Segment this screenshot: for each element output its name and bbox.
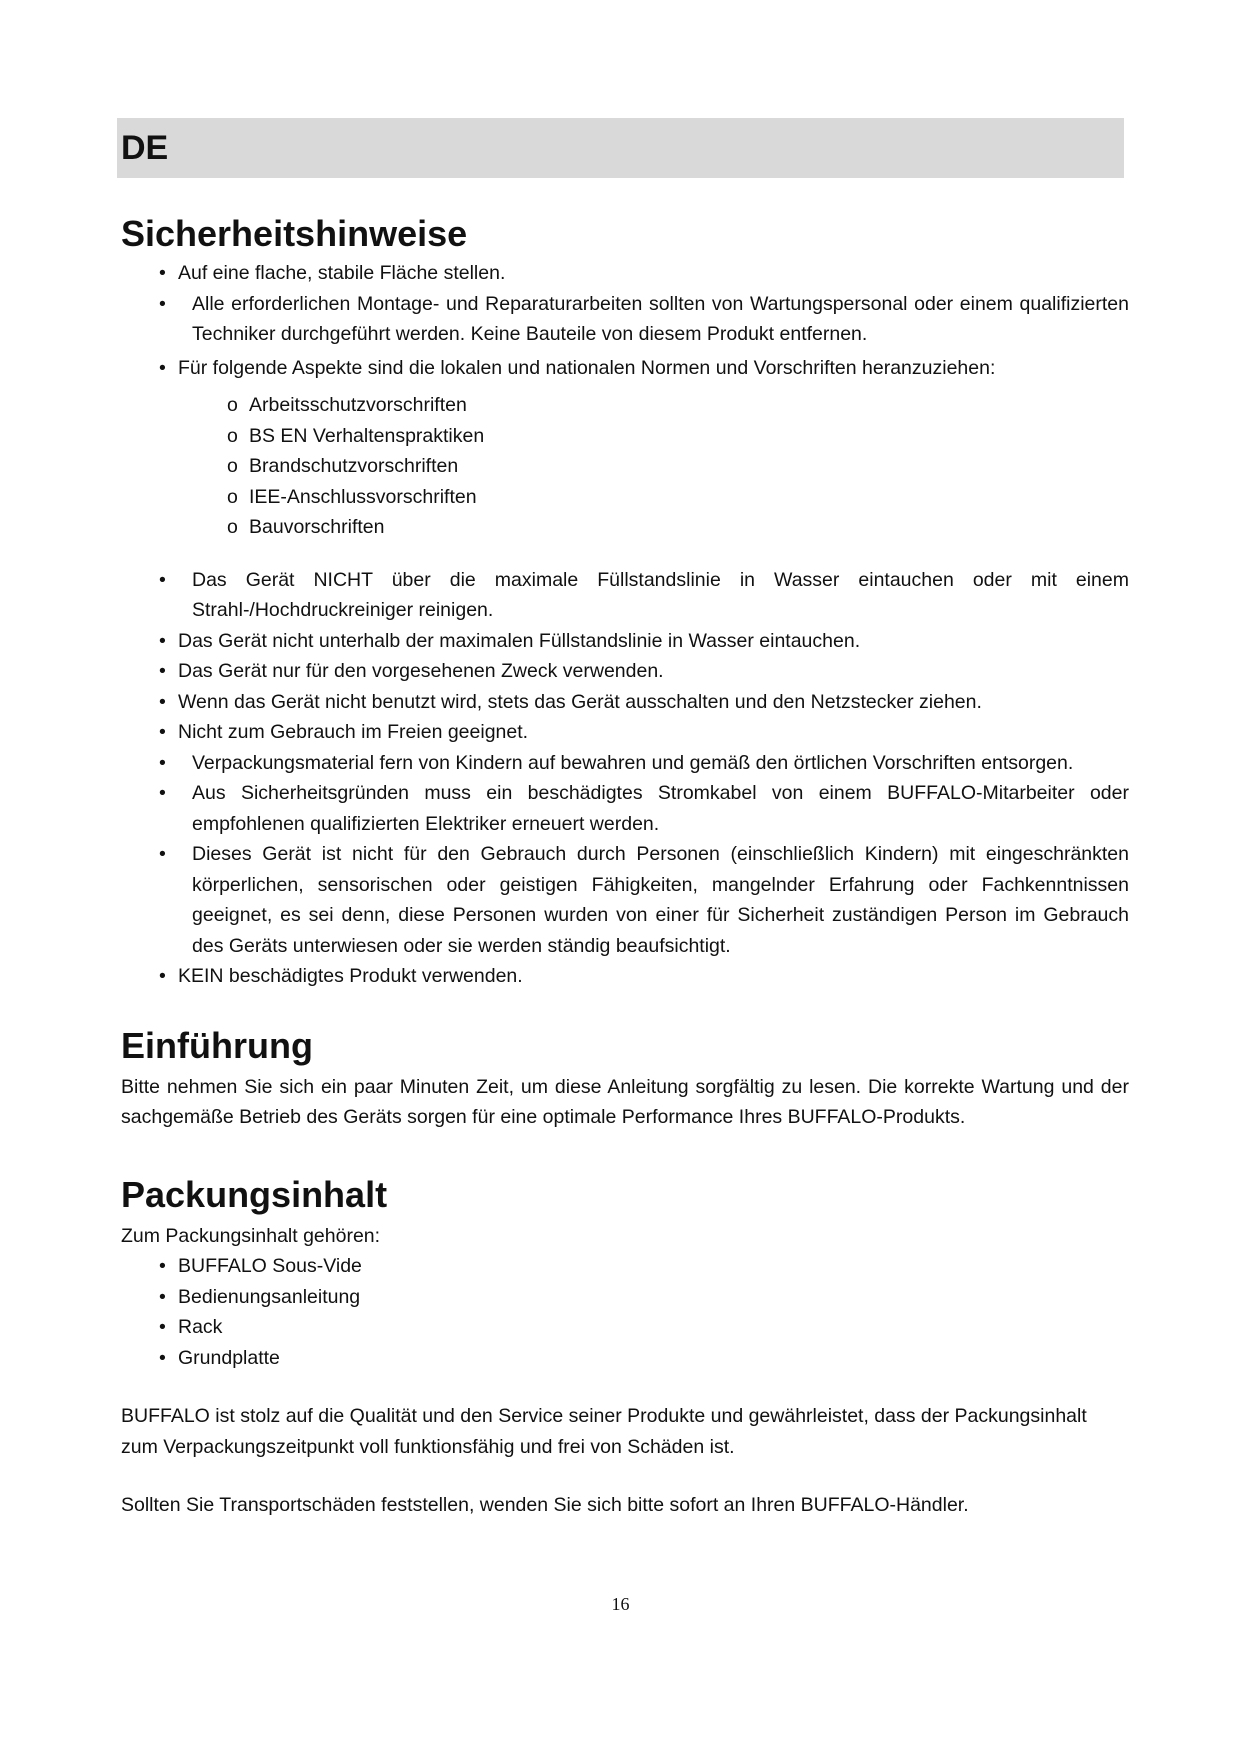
intro-title: Einführung (121, 1024, 313, 1066)
safety-list (121, 258, 1129, 992)
contents-item: • Rack (121, 1312, 1129, 1343)
damage-note: Sollten Sie Transportschäden feststellen, wenden Sie sich bitte sofort an Ihren BUFFALO-Händler. (121, 1494, 969, 1516)
quality-promise: BUFFALO ist stolz auf die Qualität und den Service seiner Produkte und gewährleistet, dass der Packungsinhalt zum Verpackungszeitpunkt voll funktionsfähig und frei von Schäden ist. (121, 1405, 1087, 1458)
safety-item: • Das Gerät NICHT über die maximale Füllstandslinie in Wasser eintauchen oder mit einem Strahl-/Hochdruckreiniger reinigen. (121, 565, 1129, 626)
contents-title: Packungsinhalt (121, 1173, 388, 1215)
safety-item: • Dieses Gerät ist nicht für den Gebrauch durch Personen (einschließlich Kindern) mit eingeschränkten körperlichen, sensorischen oder geistigen Fähigkeiten, mangelnder Erfahrung oder Fachkenntnissen geeignet, es sei denn, diese Personen wurden von einer für Sicherheit zuständigen Person im Gebrauch des Geräts unterwiesen oder sie werden ständig beaufsichtigt. (121, 839, 1129, 961)
regulation-item: o Brandschutzvorschriften (227, 451, 1129, 482)
page-content (121, 212, 1129, 1521)
safety-item: • Das Gerät nicht unterhalb der maximalen Füllstandslinie in Wasser eintauchen. (121, 626, 1129, 657)
safety-item: • Wenn das Gerät nicht benutzt wird, stets das Gerät ausschalten und den Netzstecker ziehen. (121, 687, 1129, 718)
contents-item: • BUFFALO Sous-Vide (121, 1251, 1129, 1282)
contents-lead: Zum Packungsinhalt gehören: (121, 1224, 381, 1247)
safety-item: • Aus Sicherheitsgründen muss ein beschädigtes Stromkabel von einem BUFFALO-Mitarbeiter oder empfohlenen qualifizierten Elektriker erneuert werden. (121, 778, 1129, 839)
language-header-bar (117, 118, 1124, 178)
regulations-list (121, 390, 1129, 543)
regulation-item: o IEE-Anschlussvorschriften (227, 482, 1129, 513)
regulation-item: o Bauvorschriften (227, 512, 1129, 543)
contents-list (121, 1251, 1129, 1373)
safety-item: • Nicht zum Gebrauch im Freien geeignet. (121, 717, 1129, 748)
page-number: 16 (611, 1594, 630, 1614)
contents-item: • Bedienungsanleitung (121, 1282, 1129, 1313)
safety-title: Sicherheitshinweise (121, 213, 468, 254)
regulation-item: o Arbeitsschutzvorschriften (227, 390, 1129, 421)
language-tag: DE (121, 129, 169, 167)
safety-item: • KEIN beschädigtes Produkt verwenden. (121, 961, 1129, 992)
safety-item-text: Für folgende Aspekte sind die lokalen und nationalen Normen und Vorschriften heranzuziehen: (178, 356, 996, 379)
safety-item: • Auf eine flache, stabile Fläche stellen. (121, 258, 1129, 289)
regulation-item: o BS EN Verhaltenspraktiken (227, 421, 1129, 452)
contents-item: • Grundplatte (121, 1343, 1129, 1374)
intro-text: Bitte nehmen Sie sich ein paar Minuten Zeit, um diese Anleitung sorgfältig zu lesen. Die korrekte Wartung und der sachgemäße Betrieb des Geräts sorgen für eine optimale Performance Ihres BUFFALO-Produkts. (121, 1075, 1129, 1128)
safety-item: • Das Gerät nur für den vorgesehenen Zweck verwenden. (121, 656, 1129, 687)
safety-item: • Verpackungsmaterial fern von Kindern auf bewahren und gemäß den örtlichen Vorschriften entsorgen. (121, 748, 1129, 779)
safety-item: • Alle erforderlichen Montage- und Reparaturarbeiten sollten von Wartungspersonal oder einem qualifizierten Techniker durchgeführt werden. Keine Bauteile von diesem Produkt entfernen. (121, 289, 1129, 350)
safety-item (121, 353, 1129, 543)
